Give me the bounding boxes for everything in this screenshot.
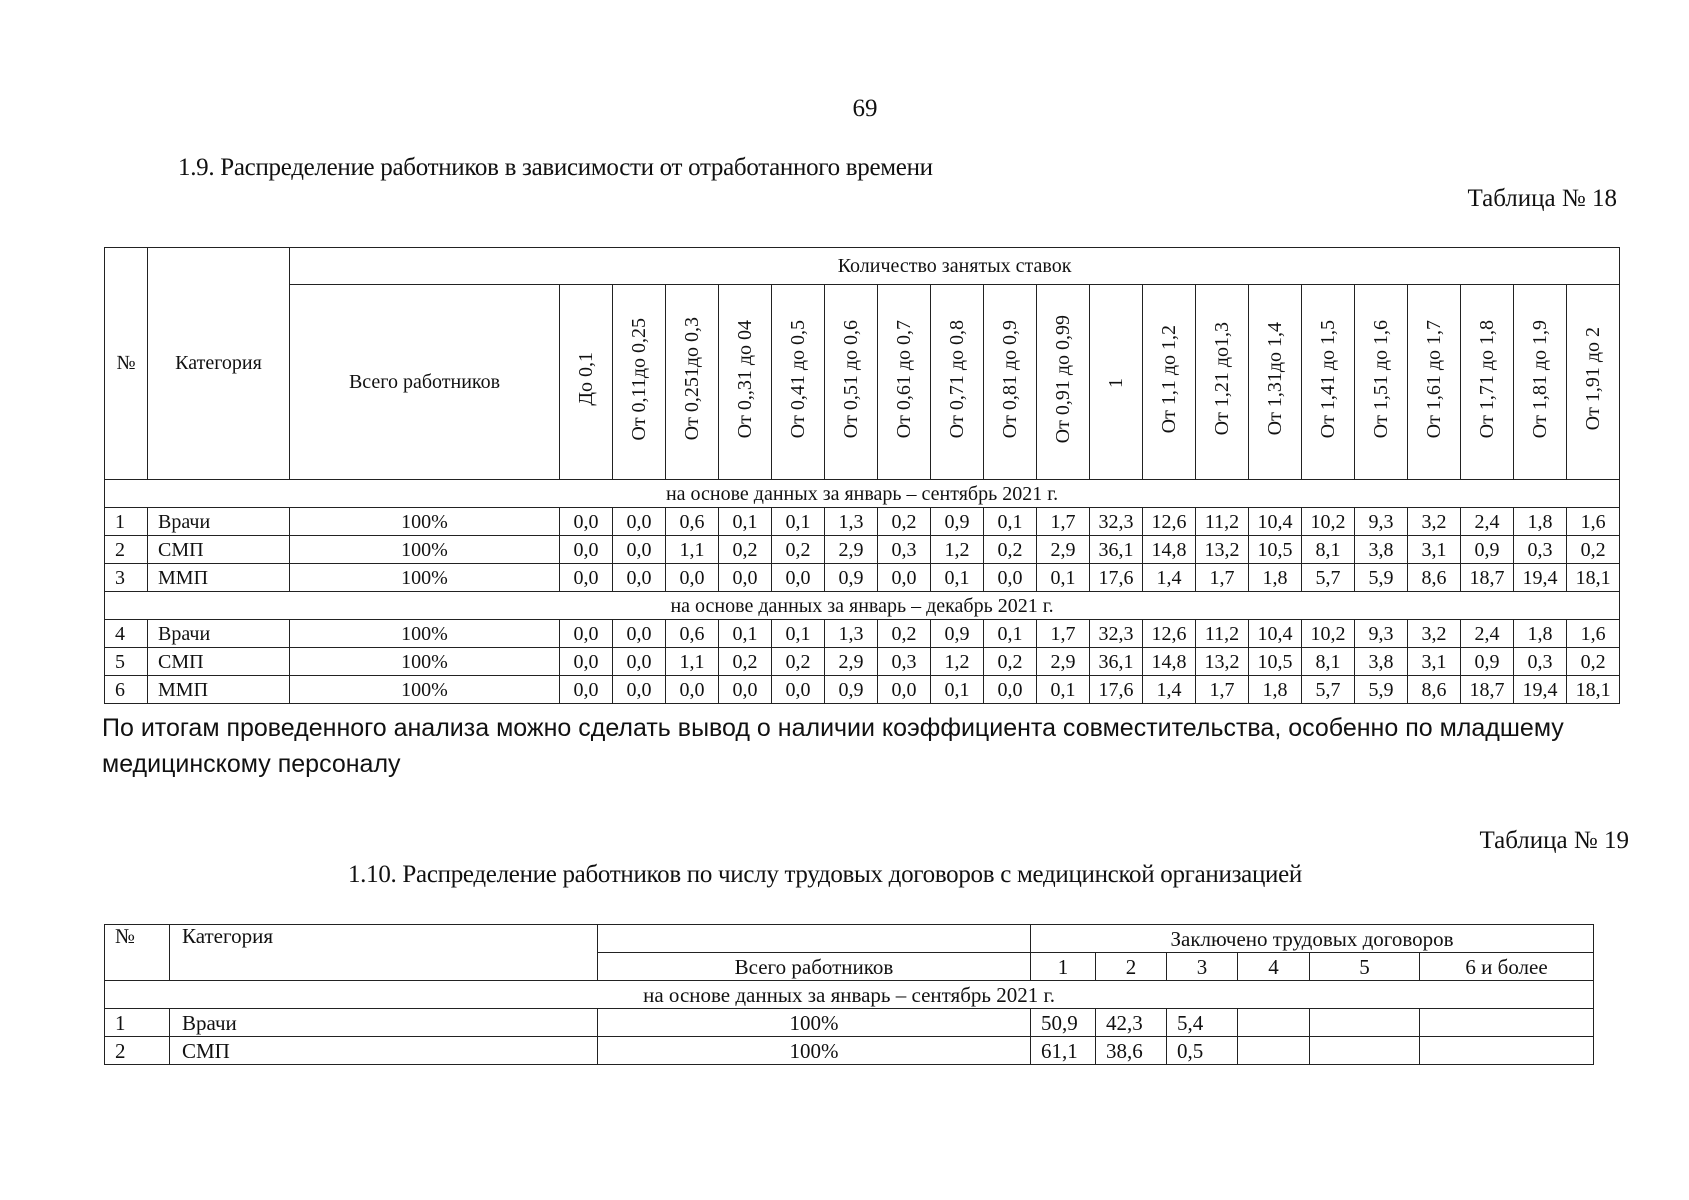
row-value (1420, 1009, 1594, 1037)
row-num: 4 (105, 620, 148, 648)
row-value: 1,3 (825, 508, 878, 536)
row-value: 0,1 (719, 508, 772, 536)
row-value: 18,7 (1461, 676, 1514, 704)
row-value: 0,1 (984, 620, 1037, 648)
header-rate-4 (772, 285, 825, 480)
header-num-19: № (105, 925, 170, 981)
header-rate-label: 1 (1104, 377, 1127, 388)
header-category: Категория (148, 248, 290, 480)
row-total: 100% (598, 1009, 1031, 1037)
row-value: 9,3 (1355, 620, 1408, 648)
row-value: 3,1 (1408, 536, 1461, 564)
row-value: 36,1 (1090, 536, 1143, 564)
row-value: 0,1 (931, 564, 984, 592)
table-row (105, 1009, 1594, 1037)
row-value: 10,5 (1249, 648, 1302, 676)
row-value: 0,6 (666, 620, 719, 648)
row-value: 1,8 (1514, 620, 1567, 648)
row-value: 0,9 (825, 564, 878, 592)
row-value: 3,8 (1355, 536, 1408, 564)
row-value: 5,9 (1355, 676, 1408, 704)
row-value: 8,1 (1302, 536, 1355, 564)
row-value: 0,2 (984, 648, 1037, 676)
row-value: 10,5 (1249, 536, 1302, 564)
row-value: 0,9 (931, 620, 984, 648)
row-value: 10,2 (1302, 620, 1355, 648)
row-value: 12,6 (1143, 620, 1196, 648)
header-rate-7 (931, 285, 984, 480)
page-number: 69 (852, 95, 878, 122)
row-value (1420, 1037, 1594, 1065)
row-value: 0,2 (1567, 536, 1620, 564)
row-value: 1,7 (1196, 564, 1249, 592)
header-rate-9 (1037, 285, 1090, 480)
header-rate-label: От 0,61 до 0,7 (892, 319, 915, 439)
section-label-jan-sep: на основе данных за январь – сентябрь 2021 г. (105, 480, 1620, 508)
row-value: 3,8 (1355, 648, 1408, 676)
row-value: 8,6 (1408, 564, 1461, 592)
header-contracts-group: Заключено трудовых договоров (1031, 925, 1594, 953)
table-row (105, 648, 1620, 676)
row-value: 1,8 (1249, 676, 1302, 704)
row-num: 2 (105, 1037, 170, 1065)
row-value: 18,1 (1567, 564, 1620, 592)
row-value: 0,0 (719, 676, 772, 704)
row-value: 5,4 (1167, 1009, 1238, 1037)
header-rate-label: От 1,31до 1,4 (1263, 322, 1286, 436)
row-value: 0,0 (613, 536, 666, 564)
row-value: 0,1 (1037, 564, 1090, 592)
row-category: Врачи (148, 508, 290, 536)
row-value: 2,4 (1461, 508, 1514, 536)
row-category: ММП (148, 564, 290, 592)
row-value: 17,6 (1090, 676, 1143, 704)
table-row (105, 620, 1620, 648)
section-label-19-jan-sep: на основе данных за январь – сентябрь 2021 г. (105, 981, 1594, 1009)
row-value (1238, 1009, 1310, 1037)
row-category: СМП (148, 536, 290, 564)
row-value: 0,2 (772, 536, 825, 564)
row-value: 0,0 (613, 648, 666, 676)
row-value: 1,1 (666, 648, 719, 676)
table-row (105, 536, 1620, 564)
header-rate-12 (1196, 285, 1249, 480)
row-value: 10,4 (1249, 620, 1302, 648)
header-total-workers: Всего работников (290, 285, 560, 480)
row-value: 0,9 (1461, 648, 1514, 676)
header-num: № (105, 248, 148, 480)
table-row (105, 1037, 1594, 1065)
row-value: 0,0 (613, 620, 666, 648)
row-value: 13,2 (1196, 536, 1249, 564)
row-value: 1,2 (931, 536, 984, 564)
row-value: 17,6 (1090, 564, 1143, 592)
row-value (1238, 1037, 1310, 1065)
row-category: СМП (170, 1037, 598, 1065)
conclusion-text: По итогам проведенного анализа можно сделать вывод о наличии коэффициента совместительства, особенно по младшему медицинскому персоналу (102, 714, 1564, 778)
row-value (1310, 1037, 1420, 1065)
header-contracts-2: 3 (1167, 953, 1238, 981)
row-value: 0,2 (719, 648, 772, 676)
row-value: 1,7 (1037, 620, 1090, 648)
row-value: 0,2 (984, 536, 1037, 564)
header-rate-15 (1355, 285, 1408, 480)
row-value: 36,1 (1090, 648, 1143, 676)
row-value: 13,2 (1196, 648, 1249, 676)
row-num: 5 (105, 648, 148, 676)
row-value: 1,8 (1514, 508, 1567, 536)
header-rate-label: От 1,61 до 1,7 (1422, 319, 1445, 439)
row-value: 0,1 (1037, 676, 1090, 704)
table-label-19: Таблица № 19 (1479, 827, 1629, 854)
header-rate-10 (1090, 285, 1143, 480)
row-value: 2,4 (1461, 620, 1514, 648)
row-value: 1,1 (666, 536, 719, 564)
row-value: 1,3 (825, 620, 878, 648)
header-rate-label: От 1,51 до 1,6 (1369, 319, 1392, 439)
header-rate-label: От 1,21 до1,3 (1210, 322, 1233, 436)
row-value: 3,2 (1408, 508, 1461, 536)
row-category: Врачи (148, 620, 290, 648)
header-rate-label: От 1,41 до 1,5 (1316, 319, 1339, 439)
header-rate-6 (878, 285, 931, 480)
row-value: 0,0 (560, 564, 613, 592)
row-value: 0,0 (878, 676, 931, 704)
row-value: 1,8 (1249, 564, 1302, 592)
header-contracts-1: 2 (1096, 953, 1167, 981)
row-value: 0,1 (719, 620, 772, 648)
row-value: 0,6 (666, 508, 719, 536)
row-value: 5,7 (1302, 676, 1355, 704)
row-value: 3,1 (1408, 648, 1461, 676)
row-value: 3,2 (1408, 620, 1461, 648)
row-value: 1,7 (1037, 508, 1090, 536)
row-value: 0,3 (878, 536, 931, 564)
row-value: 1,6 (1567, 508, 1620, 536)
row-value: 61,1 (1031, 1037, 1096, 1065)
row-total: 100% (290, 676, 560, 704)
row-value: 0,3 (1514, 536, 1567, 564)
row-value: 18,1 (1567, 676, 1620, 704)
section-heading-19: 1.10. Распределение работников по числу трудовых договоров с медицинской организацией (347, 861, 1302, 888)
row-value: 0,5 (1167, 1037, 1238, 1065)
row-value: 1,4 (1143, 564, 1196, 592)
row-value: 0,9 (1461, 536, 1514, 564)
row-value: 0,0 (560, 508, 613, 536)
row-value: 14,8 (1143, 648, 1196, 676)
row-value: 2,9 (1037, 648, 1090, 676)
header-rate-17 (1461, 285, 1514, 480)
row-value: 11,2 (1196, 508, 1249, 536)
row-value: 0,0 (984, 676, 1037, 704)
header-rate-label: От 0,,31 до 04 (733, 319, 756, 439)
row-value: 0,0 (666, 564, 719, 592)
row-value: 0,9 (825, 676, 878, 704)
row-num: 6 (105, 676, 148, 704)
row-value: 14,8 (1143, 536, 1196, 564)
header-rate-8 (984, 285, 1037, 480)
row-value: 2,9 (825, 536, 878, 564)
row-value: 9,3 (1355, 508, 1408, 536)
row-value: 0,0 (560, 648, 613, 676)
row-total: 100% (290, 620, 560, 648)
table-19 (104, 924, 1594, 1065)
row-value: 0,2 (772, 648, 825, 676)
row-num: 3 (105, 564, 148, 592)
header-rate-2 (666, 285, 719, 480)
header-rate-label: От 1,91 до 2 (1581, 327, 1604, 431)
row-value: 0,0 (613, 564, 666, 592)
row-value: 0,3 (878, 648, 931, 676)
row-total: 100% (290, 508, 560, 536)
header-contracts-3: 4 (1238, 953, 1310, 981)
row-value: 1,6 (1567, 620, 1620, 648)
header-rate-14 (1302, 285, 1355, 480)
row-value: 2,9 (1037, 536, 1090, 564)
header-rate-5 (825, 285, 878, 480)
section-heading-18: 1.9. Распределение работников в зависимости от отработанного времени (178, 154, 933, 181)
header-rate-group: Количество занятых ставок (290, 248, 1620, 285)
row-value: 1,2 (931, 648, 984, 676)
header-rate-19 (1567, 285, 1620, 480)
header-contracts-0: 1 (1031, 953, 1096, 981)
header-rate-label: От 0,51 до 0,6 (839, 319, 862, 439)
header-rate-label: От 0,91 до 0,99 (1051, 314, 1074, 444)
row-value: 19,4 (1514, 564, 1567, 592)
row-value: 10,2 (1302, 508, 1355, 536)
header-contracts-4: 5 (1310, 953, 1420, 981)
row-value: 0,2 (878, 620, 931, 648)
header-rate-label: От 0,71 до 0,8 (945, 319, 968, 439)
table-row (105, 676, 1620, 704)
row-value: 32,3 (1090, 620, 1143, 648)
row-value: 1,7 (1196, 676, 1249, 704)
row-num: 1 (105, 508, 148, 536)
header-rate-18 (1514, 285, 1567, 480)
row-value: 8,1 (1302, 648, 1355, 676)
row-value: 0,3 (1514, 648, 1567, 676)
row-value: 0,1 (984, 508, 1037, 536)
header-category-19: Категория (170, 925, 598, 981)
header-rate-16 (1408, 285, 1461, 480)
header-rate-label: От 0,41 до 0,5 (786, 319, 809, 439)
row-value: 5,9 (1355, 564, 1408, 592)
row-value: 0,0 (772, 676, 825, 704)
table-row (105, 564, 1620, 592)
header-rate-0 (560, 285, 613, 480)
row-value: 0,2 (1567, 648, 1620, 676)
row-value: 0,0 (666, 676, 719, 704)
row-value: 0,0 (984, 564, 1037, 592)
row-category: Врачи (170, 1009, 598, 1037)
row-value: 10,4 (1249, 508, 1302, 536)
row-value: 18,7 (1461, 564, 1514, 592)
row-value: 50,9 (1031, 1009, 1096, 1037)
row-value: 0,0 (878, 564, 931, 592)
header-contracts-5: 6 и более (1420, 953, 1594, 981)
row-value: 38,6 (1096, 1037, 1167, 1065)
header-rate-label: До 0,1 (574, 352, 597, 406)
row-value: 5,7 (1302, 564, 1355, 592)
row-total: 100% (598, 1037, 1031, 1065)
row-value: 0,1 (772, 620, 825, 648)
header-rate-label: От 0,251до 0,3 (680, 317, 703, 441)
header-rate-3 (719, 285, 772, 480)
row-value: 19,4 (1514, 676, 1567, 704)
section-label-jan-dec: на основе данных за январь – декабрь 2021 г. (105, 592, 1620, 620)
header-rate-label: От 1,71 до 1,8 (1475, 319, 1498, 439)
row-value: 42,3 (1096, 1009, 1167, 1037)
row-value: 1,4 (1143, 676, 1196, 704)
row-value: 0,0 (560, 620, 613, 648)
table-label-18: Таблица № 18 (1467, 185, 1617, 212)
row-value: 0,2 (719, 536, 772, 564)
row-value: 0,9 (931, 508, 984, 536)
header-total-workers-19: Всего работников (598, 953, 1031, 981)
row-value: 0,2 (878, 508, 931, 536)
row-total: 100% (290, 536, 560, 564)
row-num: 2 (105, 536, 148, 564)
header-rate-label: От 0,81 до 0,9 (998, 319, 1021, 439)
row-value: 32,3 (1090, 508, 1143, 536)
header-rate-label: От 1,81 до 1,9 (1528, 319, 1551, 439)
header-rate-1 (613, 285, 666, 480)
row-value: 0,0 (772, 564, 825, 592)
row-value: 0,1 (772, 508, 825, 536)
row-total: 100% (290, 648, 560, 676)
header-rate-label: От 1,1 до 1,2 (1157, 324, 1180, 434)
row-value: 12,6 (1143, 508, 1196, 536)
row-value: 2,9 (825, 648, 878, 676)
header-rate-11 (1143, 285, 1196, 480)
row-value: 0,0 (560, 536, 613, 564)
row-value (1310, 1009, 1420, 1037)
row-value: 0,0 (613, 508, 666, 536)
table-18 (104, 247, 1620, 704)
row-value: 11,2 (1196, 620, 1249, 648)
row-num: 1 (105, 1009, 170, 1037)
row-total: 100% (290, 564, 560, 592)
row-value: 0,0 (613, 676, 666, 704)
header-rate-13 (1249, 285, 1302, 480)
row-value: 0,0 (719, 564, 772, 592)
row-value: 8,6 (1408, 676, 1461, 704)
row-category: СМП (148, 648, 290, 676)
row-category: ММП (148, 676, 290, 704)
table-row (105, 508, 1620, 536)
row-value: 0,0 (560, 676, 613, 704)
header-rate-label: От 0,11до 0,25 (627, 317, 650, 441)
row-value: 0,1 (931, 676, 984, 704)
